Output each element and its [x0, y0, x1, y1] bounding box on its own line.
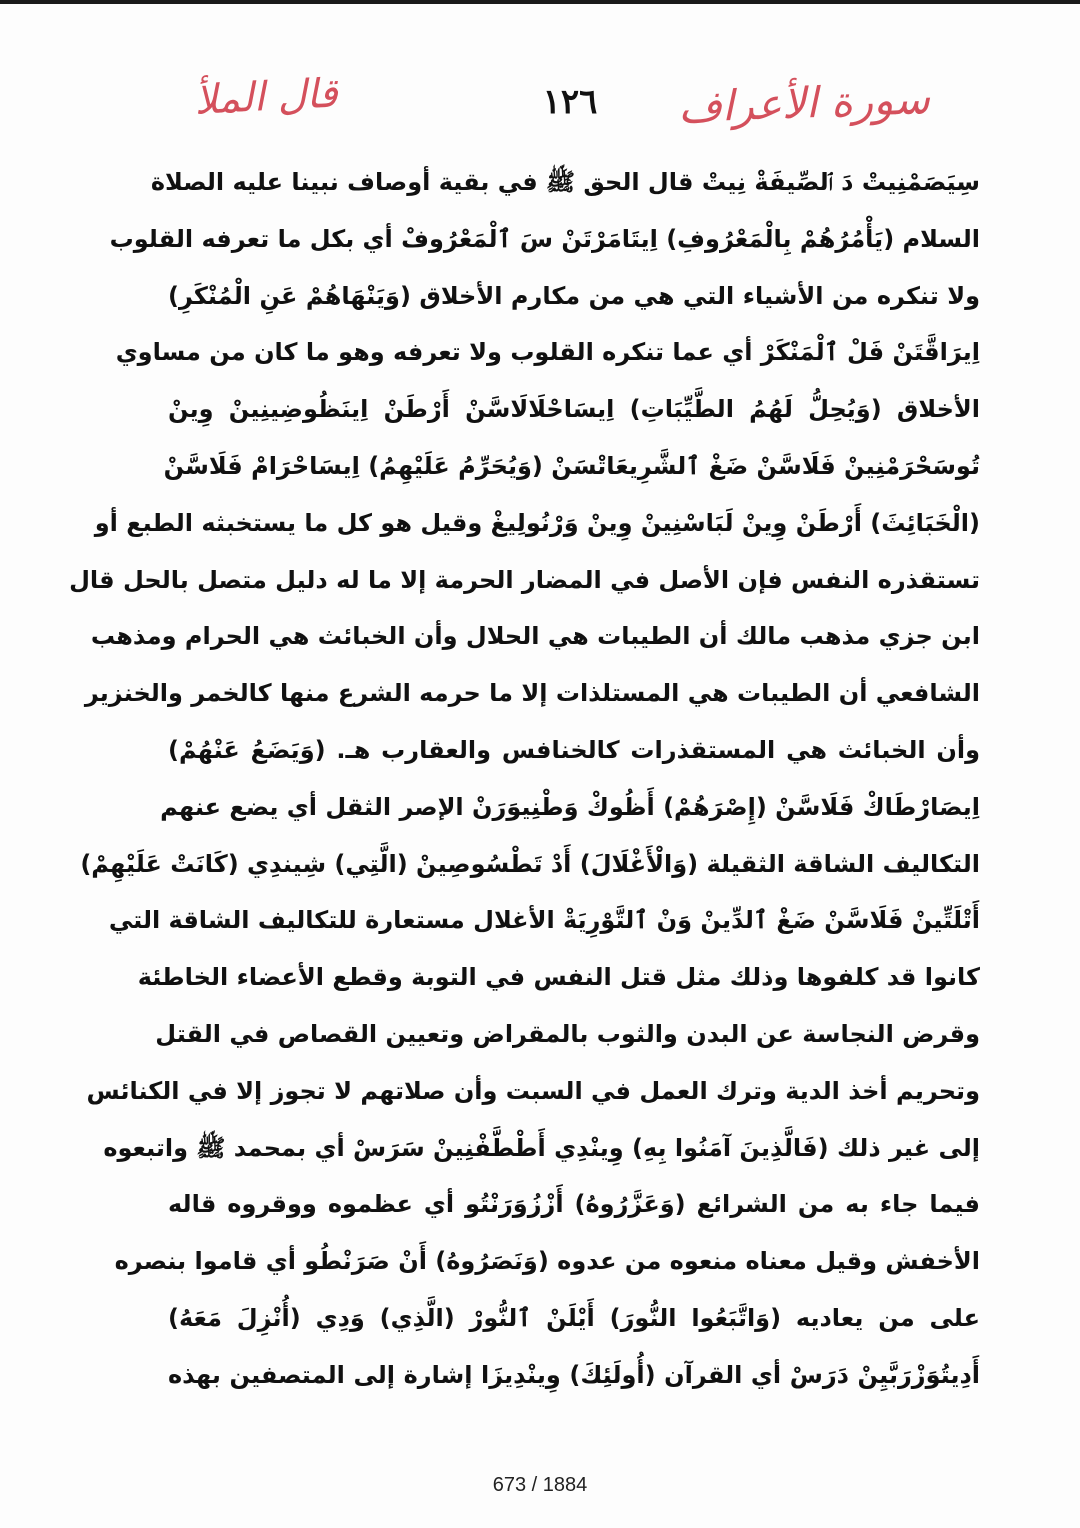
handwritten-surah-annotation: سورة الأعراف	[677, 74, 931, 132]
document-page	[0, 4, 1080, 1528]
body-line: وأن الخبائث هي المستقذرات كالخنافس والعقارب هـ. (وَيَضَعُ عَنْهُمْ)	[168, 735, 980, 764]
body-line: تُوسَحْرَمْنِينْ فَلَاسَّنْ ضَغْ ٱلشَّرِيعَاتْسَنْ (وَيُحَرِّمُ عَلَيْهِمُ) اِيسَاحْرَامْ فَلَاسَّنْ	[163, 451, 980, 480]
body-line: أَتْلَتِّينْ فَلَاسَّنْ ضَغْ ٱلدِّينْ وَنْ ٱلتَّوْرِيَةْ الأغلال مستعارة للتكاليف الشاقة التي	[108, 906, 980, 935]
body-line: ولا تنكره من الأشياء التي هي من مكارم الأخلاق (وَيَنْهَاهُمْ عَنِ الْمُنْكَرِ)	[168, 281, 980, 310]
body-line: على من يعاديه (وَاتَّبَعُوا النُّورَ) أَيْلَنْ ٱلنُّورْ (الَّذِي) وَدِي (أُنْزِلَ مَعَهُ)	[168, 1303, 980, 1332]
body-line: السلام (يَأْمُرُهُمْ بِالْمَعْرُوفِ) اِيتَامَرْتَنْ سَ ٱلْمَعْرُوفْ أي بكل ما تعرفه القلوب	[109, 224, 980, 253]
body-line: الشافعي أن الطيبات هي المستلذات إلا ما حرمه الشرع منها كالخمر والخنزير	[84, 679, 980, 708]
body-line: سِيَصَمْنِيتْ دَ ٱلصِّيفَةْ نِيتْ قال الحق ﷺ في بقية أوصاف نبينا عليه الصلاة	[150, 168, 980, 196]
body-line: الأخفش وقيل معناه منعوه من عدوه (وَنَصَرُوهُ) أَنْ صَرَنْطُو أي قاموا بنصره	[114, 1247, 980, 1276]
body-text	[69, 154, 980, 1404]
body-line: أَدِيتُوَزْرَبَّيِنْ دَرَسْ أي القرآن (أُولَئِكَ) وِينْدِيزَا إشارة إلى المتصفين بهذه	[168, 1360, 980, 1389]
body-line: تستقذره النفس فإن الأصل في المضار الحرمة إلا ما له دليل متصل بالحل قال	[69, 565, 980, 594]
body-line: اِيصَارْطَاكْ فَلَاسَّنْ (إِصْرَهُمْ) أَظُوكْ وَطْنِيوَرَنْ الإصر الثقل أي يضع عنهم	[160, 792, 980, 821]
body-line: الأخلاق (وَيُحِلُّ لَهُمُ الطَّيِّبَاتِ) اِيسَاحْلَالَاسَّنْ أَرْطَنْ اِينَظُوضِينِينْ وِينْ	[168, 395, 980, 424]
body-line: كانوا قد كلفوها وذلك مثل قتل النفس في التوبة وقطع الأعضاء الخاطئة	[137, 963, 980, 992]
page-counter: 673 / 1884	[492, 1474, 588, 1496]
body-line: اِيرَاقَّتَنْ فَلْ ٱلْمَنْكَرْ أي عما تنكره القلوب ولا تعرفه وهو ما كان من مساوي	[115, 338, 980, 367]
handwritten-juz-annotation: قال الملأ	[193, 70, 339, 124]
body-line: إلى غير ذلك (فَالَّذِينَ آمَنُوا بِهِ) وِينْدِي أَطْطَّفْنِينْ سَرَسْ أي بمحمد ﷺ واتبعوه	[103, 1133, 980, 1162]
body-line: (الْخَبَائِثَ) أَرْطَنْ وِينْ لَبَاسْنِينْ وِينْ وَرْنُولِيغْ وقيل هو كل ما يستخبثه الطبع أو	[94, 508, 980, 537]
body-line: وتحريم أخذ الدية وترك العمل في السبت وأن صلاتهم لا تجوز إلا في الكنائس	[86, 1076, 980, 1105]
body-line: فيما جاء به من الشرائع (وَعَزَّرُوهُ) أَزْزُوَرَنْتُو أي عظموه ووقروه قاله	[168, 1190, 980, 1219]
body-line: التكاليف الشاقة الثقيلة (وَالْأَغْلَالَ) أَدْ تَطْسُوصِينْ (الَّتِي) شِيندِي (كَانَتْ عَلَيْهِمْ)	[80, 849, 980, 878]
page-number: ١٢٦	[542, 82, 598, 122]
body-line: وقرض النجاسة عن البدن والثوب بالمقراض وتعيين القصاص في القتل	[155, 1019, 980, 1048]
body-line: ابن جزي مذهب مالك أن الطيبات هي الحلال وأن الخبائث هي الحرام ومذهب	[90, 622, 980, 651]
